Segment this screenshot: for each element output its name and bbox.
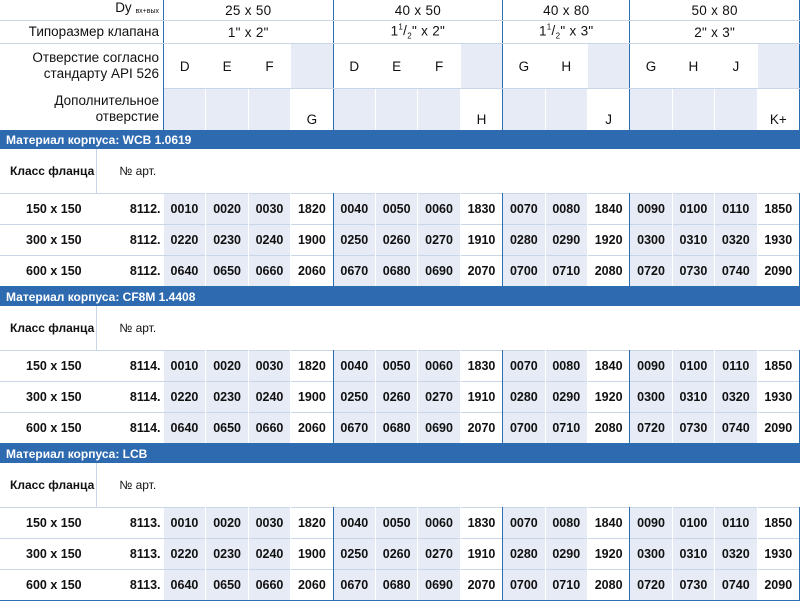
article-code: 0320	[715, 539, 757, 570]
extra-orifice-cell	[291, 89, 333, 131]
article-code: 0710	[545, 570, 587, 601]
article-code: 0640	[164, 413, 206, 444]
article-code: 0650	[206, 570, 248, 601]
extra-orifice-cell	[715, 89, 757, 131]
flange-class-label: Класс фланца	[10, 164, 95, 178]
api-orifice-letter: H	[688, 58, 699, 74]
article-code: 0290	[545, 382, 587, 413]
material-banner-row	[0, 130, 800, 149]
article-code: 0240	[248, 225, 290, 256]
article-code: 0040	[333, 508, 375, 539]
api-orifice-cell	[375, 44, 417, 89]
article-code: 0070	[503, 508, 545, 539]
api-orifice-cell	[333, 44, 375, 89]
article-code: 0060	[418, 508, 460, 539]
article-code: 1830	[460, 351, 502, 382]
api-orifice-letter: G	[645, 58, 657, 74]
article-code: 0100	[672, 508, 714, 539]
article-code: 2060	[291, 413, 333, 444]
dn-size-label: 40 x 50	[394, 2, 442, 18]
article-row	[0, 351, 800, 382]
article-number-label: № арт.	[97, 463, 800, 508]
api-orifice-letter: D	[179, 58, 190, 74]
api-orifice-cell	[757, 44, 799, 89]
article-code: 0720	[630, 413, 672, 444]
article-code: 0110	[715, 194, 757, 225]
nps-size-fraction: $^1/_2$	[546, 22, 561, 42]
article-code: 0230	[206, 539, 248, 570]
article-code: 0270	[418, 539, 460, 570]
article-code: 0010	[164, 508, 206, 539]
article-code: 0030	[248, 508, 290, 539]
flange-class-value: 600 x 150	[0, 256, 97, 287]
nps-size-rest: " x 3"	[702, 24, 736, 40]
article-code: 0090	[630, 508, 672, 539]
article-code: 0670	[333, 570, 375, 601]
nps-size-whole: 1	[538, 23, 547, 39]
article-code: 0250	[333, 382, 375, 413]
flange-class-value: 150 x 150	[0, 194, 97, 225]
article-code: 1840	[587, 351, 629, 382]
api-orifice-cell	[630, 44, 672, 89]
article-code: 0660	[248, 570, 290, 601]
article-code: 0220	[164, 225, 206, 256]
material-title: Материал корпуса: LCB	[0, 444, 800, 464]
article-row	[0, 256, 800, 287]
article-code: 1900	[291, 382, 333, 413]
article-code: 2080	[587, 256, 629, 287]
article-prefix: 8113.	[97, 539, 164, 570]
nps-size-cell	[630, 21, 800, 44]
api-orifice-cell	[587, 44, 629, 89]
article-row	[0, 539, 800, 570]
api-orifice-cell	[460, 44, 502, 89]
nps-size-whole: 2	[694, 24, 702, 40]
article-code: 0290	[545, 539, 587, 570]
article-code: 1850	[757, 351, 799, 382]
article-code: 1840	[587, 508, 629, 539]
material-banner-row	[0, 444, 800, 464]
article-code: 0730	[672, 570, 714, 601]
article-code: 1910	[460, 225, 502, 256]
extra-orifice-letter: J	[605, 112, 613, 127]
article-code: 0220	[164, 382, 206, 413]
article-code: 0110	[715, 351, 757, 382]
flange-class-value: 300 x 150	[0, 539, 97, 570]
nps-size-cell	[333, 21, 503, 44]
article-code: 1820	[291, 194, 333, 225]
article-code: 0050	[375, 508, 417, 539]
api-orifice-cell	[206, 44, 248, 89]
extra-orifice-letter: K+	[769, 112, 787, 127]
nps-size-rest: " x 3"	[560, 23, 594, 39]
article-row	[0, 570, 800, 601]
nps-size-whole: 1	[390, 23, 399, 39]
dy-sub-label: вх+вых	[135, 8, 160, 15]
article-code: 0060	[418, 351, 460, 382]
material-title: Материал корпуса: WCB 1.0619	[0, 130, 800, 149]
extra-orifice-cell	[418, 89, 460, 131]
article-code: 0720	[630, 256, 672, 287]
dn-size-cell	[164, 0, 334, 21]
extra-orifice-cell	[375, 89, 417, 131]
article-row	[0, 413, 800, 444]
article-row	[0, 382, 800, 413]
dn-size-label: 25 x 50	[225, 2, 272, 18]
article-code: 1930	[757, 539, 799, 570]
dy-label: Dy	[115, 0, 132, 15]
article-code: 0020	[206, 508, 248, 539]
article-code: 0110	[715, 508, 757, 539]
flange-class-label: Класс фланца	[10, 321, 95, 335]
flange-class-value: 150 x 150	[0, 351, 97, 382]
article-prefix: 8112.	[97, 225, 164, 256]
article-code: 2080	[587, 413, 629, 444]
article-code: 0320	[715, 382, 757, 413]
flange-class-value: 600 x 150	[0, 570, 97, 601]
article-row	[0, 225, 800, 256]
article-code: 0670	[333, 256, 375, 287]
article-code: 0300	[630, 382, 672, 413]
api-orifice-cell	[248, 44, 290, 89]
article-code: 2060	[291, 256, 333, 287]
article-code: 1920	[587, 382, 629, 413]
nps-size-cell	[503, 21, 630, 44]
api-orifice-cell	[164, 44, 206, 89]
nps-size-cell	[164, 21, 334, 44]
extra-label-cell	[0, 89, 164, 131]
article-code: 0280	[503, 539, 545, 570]
article-code: 0020	[206, 194, 248, 225]
api-orifice-letter: G	[518, 58, 530, 74]
api-orifice-cell	[418, 44, 460, 89]
article-code: 0660	[248, 256, 290, 287]
nps-size-rest: " x 2"	[411, 23, 446, 39]
article-code: 0020	[206, 351, 248, 382]
article-code: 1820	[291, 508, 333, 539]
article-code: 0730	[672, 256, 714, 287]
article-code: 0050	[375, 194, 417, 225]
article-code: 0690	[418, 570, 460, 601]
article-code: 0010	[164, 194, 206, 225]
article-code: 0030	[248, 194, 290, 225]
api-orifice-letter: E	[222, 58, 232, 74]
dy-label-cell	[0, 0, 164, 21]
nps-size-whole: 1	[227, 24, 236, 40]
article-code: 0690	[418, 413, 460, 444]
article-code: 0030	[248, 351, 290, 382]
dn-size-cell	[630, 0, 800, 21]
article-code: 0090	[630, 351, 672, 382]
article-code: 0290	[545, 225, 587, 256]
article-code: 0300	[630, 225, 672, 256]
article-number-label: № арт.	[97, 149, 800, 194]
article-code: 1910	[460, 539, 502, 570]
article-code: 0280	[503, 225, 545, 256]
article-code: 1920	[587, 539, 629, 570]
article-code: 0310	[672, 539, 714, 570]
article-code: 0100	[672, 194, 714, 225]
article-code: 0740	[715, 413, 757, 444]
extra-orifice-cell	[757, 89, 799, 131]
article-prefix: 8114.	[97, 351, 164, 382]
article-code: 0670	[333, 413, 375, 444]
article-code: 1910	[460, 382, 502, 413]
dn-size-label: 40 x 80	[543, 2, 590, 18]
api-orifice-letter: F	[265, 58, 274, 74]
dn-size-cell	[333, 0, 503, 21]
api-orifice-cell	[545, 44, 587, 89]
article-code: 0070	[503, 351, 545, 382]
valve-size-label: Типоразмер клапана	[28, 24, 160, 39]
api-orifice-letter: J	[732, 58, 740, 74]
api-orifice-cell	[715, 44, 757, 89]
api-orifice-letter: H	[561, 58, 572, 74]
article-code: 1900	[291, 225, 333, 256]
header-row-valve-size	[0, 21, 800, 44]
article-code: 1820	[291, 351, 333, 382]
article-code: 0700	[503, 413, 545, 444]
extra-orifice-letter: H	[476, 112, 487, 127]
header-row-api-orifice	[0, 44, 800, 89]
article-code: 0220	[164, 539, 206, 570]
article-code: 1930	[757, 225, 799, 256]
article-code: 0740	[715, 256, 757, 287]
extra-orifice-cell	[248, 89, 290, 131]
api-label-line-1: Отверстие согласно	[32, 50, 160, 66]
api-orifice-cell	[672, 44, 714, 89]
article-code: 0700	[503, 570, 545, 601]
nps-size-rest: " x 2"	[235, 24, 269, 40]
flange-class-header-row	[0, 306, 800, 351]
flange-class-value: 150 x 150	[0, 508, 97, 539]
article-code: 2070	[460, 256, 502, 287]
article-code: 0010	[164, 351, 206, 382]
article-code: 0700	[503, 256, 545, 287]
api-orifice-letter: D	[349, 58, 360, 74]
article-code: 0040	[333, 351, 375, 382]
nps-size-fraction: $^1/_2$	[398, 22, 412, 42]
article-row	[0, 194, 800, 225]
article-code: 1840	[587, 194, 629, 225]
article-code: 0320	[715, 225, 757, 256]
article-code: 2060	[291, 570, 333, 601]
article-code: 0260	[375, 382, 417, 413]
article-code: 0690	[418, 256, 460, 287]
article-prefix: 8113.	[97, 570, 164, 601]
extra-orifice-cell	[545, 89, 587, 131]
article-code: 0300	[630, 539, 672, 570]
article-code: 0710	[545, 413, 587, 444]
article-code: 0230	[206, 225, 248, 256]
extra-label-line-2: отверстие	[95, 109, 160, 125]
article-code: 0240	[248, 382, 290, 413]
header-row-dn	[0, 0, 800, 21]
api-orifice-letter: E	[392, 58, 402, 74]
material-title: Материал корпуса: CF8M 1.4408	[0, 287, 800, 307]
extra-orifice-letter: G	[306, 112, 318, 127]
dn-size-label: 50 x 80	[691, 2, 738, 18]
extra-orifice-cell	[164, 89, 206, 131]
article-code: 0250	[333, 539, 375, 570]
article-code: 0090	[630, 194, 672, 225]
article-code: 0280	[503, 382, 545, 413]
article-prefix: 8114.	[97, 413, 164, 444]
article-code: 0710	[545, 256, 587, 287]
article-code: 1850	[757, 508, 799, 539]
article-code: 2070	[460, 570, 502, 601]
extra-orifice-cell	[672, 89, 714, 131]
article-number-label: № арт.	[97, 306, 800, 351]
article-code: 0080	[545, 194, 587, 225]
article-code: 0100	[672, 351, 714, 382]
flange-class-value: 600 x 150	[0, 413, 97, 444]
flange-class-header-row	[0, 463, 800, 508]
article-code: 0660	[248, 413, 290, 444]
article-code: 0680	[375, 256, 417, 287]
flange-class-header-row	[0, 149, 800, 194]
article-code: 1920	[587, 225, 629, 256]
dn-size-cell	[503, 0, 630, 21]
extra-orifice-cell	[460, 89, 502, 131]
article-code: 0650	[206, 413, 248, 444]
flange-class-value: 300 x 150	[0, 382, 97, 413]
article-prefix: 8113.	[97, 508, 164, 539]
article-prefix: 8112.	[97, 256, 164, 287]
article-code: 0080	[545, 351, 587, 382]
article-code: 0250	[333, 225, 375, 256]
article-code: 0070	[503, 194, 545, 225]
article-code: 0680	[375, 570, 417, 601]
material-banner-row	[0, 287, 800, 307]
article-code: 0260	[375, 225, 417, 256]
article-code: 2080	[587, 570, 629, 601]
article-code: 0050	[375, 351, 417, 382]
article-code: 0640	[164, 570, 206, 601]
flange-class-label: Класс фланца	[10, 478, 95, 492]
article-code: 0740	[715, 570, 757, 601]
article-code: 0040	[333, 194, 375, 225]
extra-label-line-1: Дополнительное	[54, 93, 160, 109]
api-orifice-letter: F	[434, 58, 444, 74]
article-code: 0230	[206, 382, 248, 413]
article-prefix: 8114.	[97, 382, 164, 413]
article-code: 1930	[757, 382, 799, 413]
article-row	[0, 508, 800, 539]
extra-orifice-cell	[587, 89, 629, 131]
article-code: 0270	[418, 382, 460, 413]
api-label-line-2: стандарту API 526	[43, 66, 160, 82]
article-code: 0310	[672, 225, 714, 256]
article-code: 0650	[206, 256, 248, 287]
article-code: 0080	[545, 508, 587, 539]
article-code: 2090	[757, 413, 799, 444]
extra-orifice-cell	[503, 89, 545, 131]
article-code: 2070	[460, 413, 502, 444]
extra-orifice-cell	[206, 89, 248, 131]
article-prefix: 8112.	[97, 194, 164, 225]
article-code: 0240	[248, 539, 290, 570]
article-code: 1850	[757, 194, 799, 225]
article-code: 1830	[460, 194, 502, 225]
flange-class-value: 300 x 150	[0, 225, 97, 256]
article-code: 0310	[672, 382, 714, 413]
article-code: 2090	[757, 570, 799, 601]
article-code: 1830	[460, 508, 502, 539]
api-orifice-cell	[291, 44, 333, 89]
extra-orifice-cell	[630, 89, 672, 131]
api-label-cell	[0, 44, 164, 89]
article-code: 0060	[418, 194, 460, 225]
valve-size-label-cell	[0, 21, 164, 44]
article-code: 0680	[375, 413, 417, 444]
header-row-extra-orifice	[0, 89, 800, 131]
article-code: 2090	[757, 256, 799, 287]
extra-orifice-cell	[333, 89, 375, 131]
api-orifice-cell	[503, 44, 545, 89]
article-code: 0270	[418, 225, 460, 256]
article-code: 0730	[672, 413, 714, 444]
article-code: 0260	[375, 539, 417, 570]
article-code: 1900	[291, 539, 333, 570]
article-code: 0720	[630, 570, 672, 601]
article-code: 0640	[164, 256, 206, 287]
